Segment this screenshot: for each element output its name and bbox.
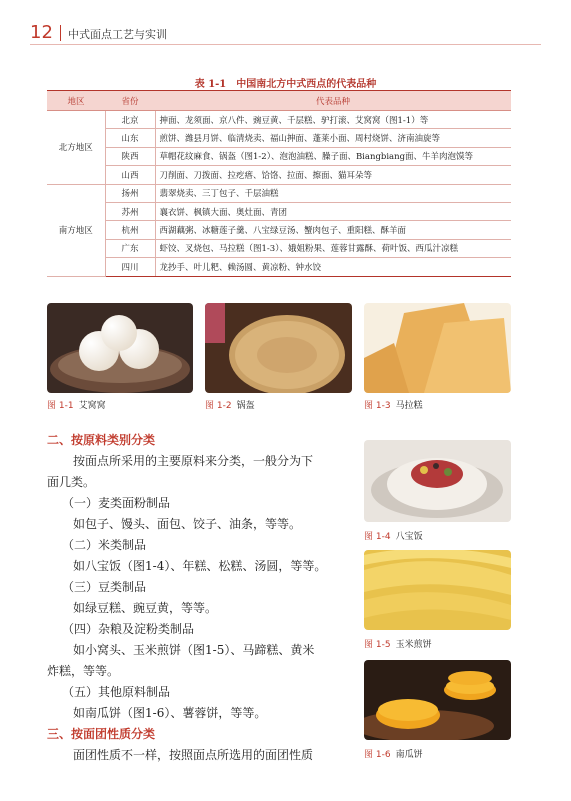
items-cell: 襄衣饼、枫镇大面、奥灶面、青团	[155, 202, 511, 220]
header-divider	[60, 25, 61, 41]
paragraph: 如小窝头、玉米煎饼（图1-5）、马蹄糕、黄米	[73, 643, 315, 657]
table-row	[47, 239, 511, 257]
book-title: 中式面点工艺与实训	[68, 28, 167, 41]
table-row	[47, 129, 511, 147]
items-cell: 刀削面、刀拨面、拉疙瘩、饸饹、拉面、擦面、猫耳朵等	[155, 166, 511, 184]
table-row	[47, 202, 511, 220]
table-row	[47, 184, 511, 202]
table-row	[47, 111, 511, 129]
region-north: 北方地区	[47, 111, 105, 185]
items-cell: 翡翠烧卖、三丁包子、千层油糕	[155, 184, 511, 202]
paragraph: 按面点所采用的主要原料来分类，一般分为下	[73, 454, 314, 468]
table-row	[47, 166, 511, 184]
subheading: （二）米类制品	[62, 538, 147, 552]
items-cell: 草帽花纹麻食、锅盔（图1-2）、泡泡油糕、臊子面、Biangbiang面、牛羊肉泡馍等	[155, 147, 511, 165]
items-cell: 煎饼、潍县月饼、临清烧卖、福山抻面、蓬莱小面、周村烧饼、济南油旋等	[155, 129, 511, 147]
subheading: （一）麦类面粉制品	[62, 496, 171, 510]
section-heading: 二、按原料类别分类	[47, 433, 156, 447]
paragraph: 炸糕，等等。	[47, 664, 120, 678]
photo-guokui	[205, 303, 352, 393]
photo-yumi-jianbing	[364, 550, 511, 630]
subheading: （四）杂粮及淀粉类制品	[62, 622, 195, 636]
section-heading: 三、按面团性质分类	[47, 727, 156, 741]
col-header-province: 省份	[105, 91, 155, 111]
page-header	[0, 0, 571, 44]
province-cell: 山西	[105, 166, 155, 184]
paragraph: 如绿豆糕、豌豆黄，等等。	[73, 601, 218, 615]
photo-nangua-bing	[364, 660, 511, 740]
table-row	[47, 221, 511, 239]
paragraph: 如包子、馒头、面包、饺子、油条，等等。	[73, 517, 302, 531]
figure-caption: 图 1-3 马拉糕	[364, 401, 423, 411]
paragraph: 面几类。	[47, 475, 96, 489]
paragraph: 如南瓜饼（图1-6）、薯蓉饼，等等。	[73, 706, 267, 720]
figure-caption: 图 1-6 南瓜饼	[364, 750, 423, 760]
figure-caption: 图 1-1 艾窝窝	[47, 401, 106, 411]
col-header-region: 地区	[47, 91, 105, 111]
photo-aiwowo	[47, 303, 193, 393]
paragraph: 面团性质不一样，按照面点所选用的面团性质	[73, 748, 314, 762]
paragraph: 如八宝饭（图1-4）、年糕、松糕、汤圆，等等。	[73, 559, 327, 573]
subheading: （三）豆类制品	[62, 580, 147, 594]
province-cell: 杭州	[105, 221, 155, 239]
figure-caption: 图 1-4 八宝饭	[364, 532, 423, 542]
items-cell: 龙抄手、叶儿粑、赖汤圆、黄凉粉、钟水饺	[155, 258, 511, 276]
province-cell: 四川	[105, 258, 155, 276]
photo-babaofan	[364, 440, 511, 522]
figure-caption: 图 1-5 玉米煎饼	[364, 640, 432, 650]
items-cell: 西湖藕粥、冰糖莲子羹、八宝绿豆汤、蟹肉包子、重阳糕、酥羊面	[155, 221, 511, 239]
table-row	[47, 258, 511, 276]
province-cell: 北京	[105, 111, 155, 129]
table-row	[47, 147, 511, 165]
figure-caption: 图 1-2 锅盔	[205, 401, 255, 411]
photo-malagao	[364, 303, 511, 393]
col-header-items: 代表品种	[155, 91, 511, 111]
region-south: 南方地区	[47, 184, 105, 276]
province-cell: 陕西	[105, 147, 155, 165]
header-rule	[30, 44, 541, 45]
province-cell: 扬州	[105, 184, 155, 202]
items-cell: 抻面、龙须面、京八件、豌豆黄、千层糕、驴打滚、艾窝窝（图1-1）等	[155, 111, 511, 129]
items-cell: 虾饺、叉烧包、马拉糕（图1-3）、娥姐粉果、莲蓉甘露酥、荷叶饭、西瓜汁凉糕	[155, 239, 511, 257]
table-header-row	[47, 91, 511, 111]
page-number: 12	[30, 22, 53, 43]
province-cell: 苏州	[105, 202, 155, 220]
province-cell: 山东	[105, 129, 155, 147]
subheading: （五）其他原料制品	[62, 685, 171, 699]
table-caption: 表 1-1 中国南北方中式西点的代表品种	[194, 79, 377, 90]
province-cell: 广东	[105, 239, 155, 257]
varieties-table	[47, 90, 511, 277]
